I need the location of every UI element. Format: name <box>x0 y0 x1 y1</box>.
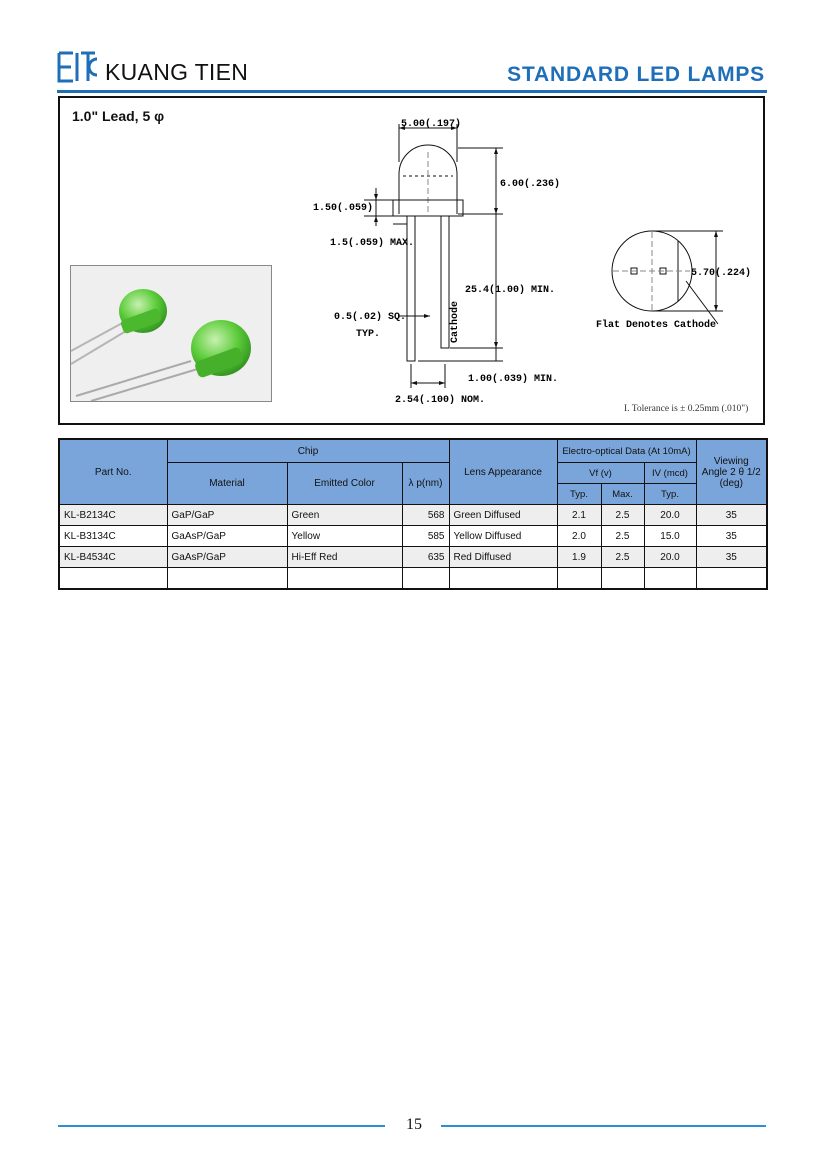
header-chip: Chip <box>167 439 449 463</box>
package-title: 1.0" Lead, 5 φ <box>72 108 165 124</box>
table-row <box>59 547 767 568</box>
dim-lead-sq-label: 0.5(.02) SQ. <box>334 312 407 323</box>
viewing-angle: 35 <box>696 547 767 568</box>
iv-typ: 20.0 <box>644 547 696 568</box>
header-vf: Vf (v) <box>557 463 644 484</box>
spec-table <box>58 438 768 590</box>
dim-flange-label: 1.50(.059) <box>313 203 374 214</box>
table-row <box>59 505 767 526</box>
dim-pitch-label: 2.54(.100) NOM. <box>395 395 486 406</box>
dim-lead-end-label: 1.00(.039) MIN. <box>468 374 559 385</box>
header-lens: Lens Appearance <box>449 439 557 505</box>
header-viewing-angle: Viewing Angle 2 θ 1/2 (deg) <box>696 439 767 505</box>
header-wavelength: λ p(nm) <box>402 463 449 505</box>
vf-max: 2.5 <box>601 526 644 547</box>
dim-height-label: 6.00(.236) <box>500 179 561 190</box>
footer-rule-right <box>441 1125 766 1127</box>
cathode-label: Cathode <box>450 300 461 343</box>
vf-max: 2.5 <box>601 505 644 526</box>
material: GaAsP/GaP <box>167 526 287 547</box>
header-part-no: Part No. <box>59 439 167 505</box>
emitted-color: Yellow <box>287 526 402 547</box>
header-rule <box>57 90 767 93</box>
dim-flat-label: 5.70(.224) <box>691 268 752 279</box>
document-title: STANDARD LED LAMPS <box>507 63 765 86</box>
lens-appearance: Yellow Diffused <box>449 526 557 547</box>
viewing-angle: 35 <box>696 505 767 526</box>
part-no: KL-B3134C <box>59 526 167 547</box>
page-number: 15 <box>406 1116 422 1133</box>
emitted-color: Green <box>287 505 402 526</box>
wavelength: 568 <box>402 505 449 526</box>
flat-note-label: Flat Denotes Cathode <box>596 320 717 331</box>
lens-appearance: Red Diffused <box>449 547 557 568</box>
part-no: KL-B2134C <box>59 505 167 526</box>
material: GaAsP/GaP <box>167 547 287 568</box>
package-dimension-drawing <box>58 96 765 425</box>
header-iv-typ: Typ. <box>644 484 696 505</box>
tolerance-note: I. Tolerance is ± 0.25mm (.010") <box>624 404 749 414</box>
vf-typ: 2.0 <box>557 526 601 547</box>
iv-typ: 20.0 <box>644 505 696 526</box>
part-no: KL-B4534C <box>59 547 167 568</box>
wavelength: 585 <box>402 526 449 547</box>
iv-typ: 15.0 <box>644 526 696 547</box>
dim-width-label: 5.00(.197) <box>401 119 462 130</box>
vf-typ: 1.9 <box>557 547 601 568</box>
brand-name: KUANG TIEN <box>105 59 249 85</box>
wavelength: 635 <box>402 547 449 568</box>
dim-lead-length-label: 25.4(1.00) MIN. <box>465 285 556 296</box>
header-material: Material <box>167 463 287 505</box>
emitted-color: Hi-Eff Red <box>287 547 402 568</box>
dim-flange-max-label: 1.5(.059) MAX. <box>330 238 415 249</box>
header-vf-typ: Typ. <box>557 484 601 505</box>
header-emitted-color: Emitted Color <box>287 463 402 505</box>
lens-appearance: Green Diffused <box>449 505 557 526</box>
dim-lead-sq-typ-label: TYP. <box>356 329 381 340</box>
vf-typ: 2.1 <box>557 505 601 526</box>
material: GaP/GaP <box>167 505 287 526</box>
viewing-angle: 35 <box>696 526 767 547</box>
footer-rule-left <box>58 1125 385 1127</box>
header-vf-max: Max. <box>601 484 644 505</box>
header-electro: Electro-optical Data (At 10mA) <box>557 439 696 463</box>
table-row-empty <box>59 568 767 590</box>
header-iv: IV (mcd) <box>644 463 696 484</box>
vf-max: 2.5 <box>601 547 644 568</box>
kuang-tien-logo <box>57 50 99 84</box>
table-row <box>59 526 767 547</box>
